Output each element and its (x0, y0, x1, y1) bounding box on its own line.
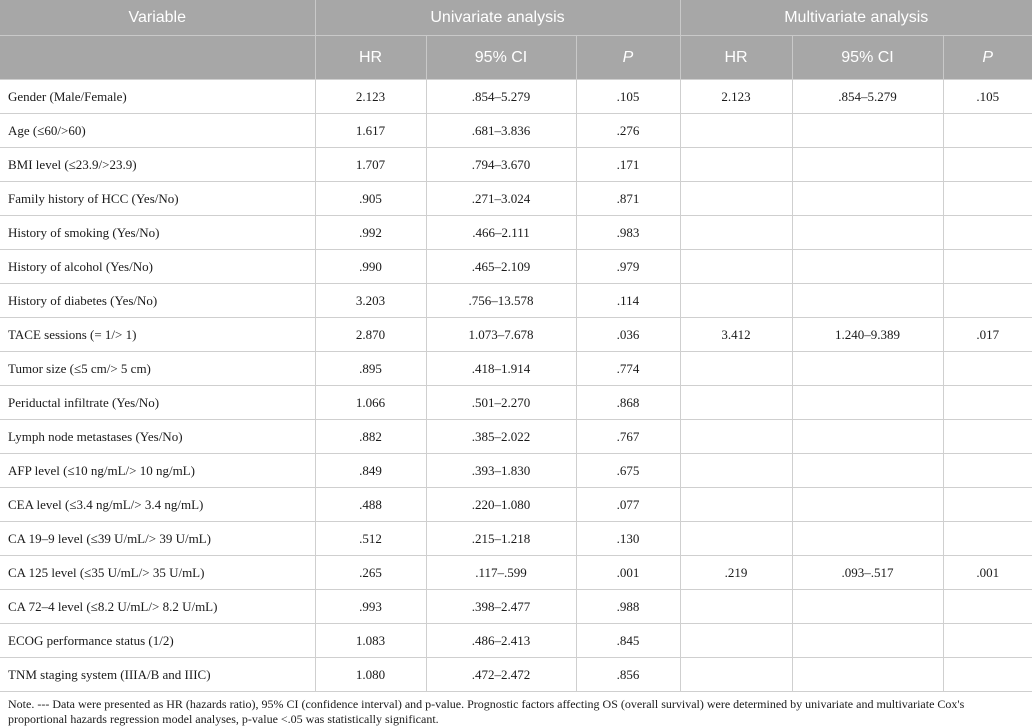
cell-multivariate-p (943, 250, 1032, 284)
cell-variable: Gender (Male/Female) (0, 80, 315, 114)
cell-univariate-ci: .681–3.836 (426, 114, 576, 148)
cell-multivariate-hr (680, 250, 792, 284)
cell-multivariate-p (943, 284, 1032, 318)
cell-univariate-p: .171 (576, 148, 680, 182)
cell-multivariate-hr (680, 386, 792, 420)
table-row (0, 590, 1032, 624)
cell-multivariate-hr: .219 (680, 556, 792, 590)
table-note-continued: proportional hazards regression model analyses, p-value <.05 was statistically significant. (8, 712, 439, 726)
table-row (0, 216, 1032, 250)
cell-variable: ECOG performance status (1/2) (0, 624, 315, 658)
cell-univariate-p: .114 (576, 284, 680, 318)
cell-variable: History of smoking (Yes/No) (0, 216, 315, 250)
cell-multivariate-p: .017 (943, 318, 1032, 352)
cell-multivariate-ci (792, 114, 943, 148)
cell-multivariate-ci (792, 216, 943, 250)
header-m-ci: 95% CI (792, 36, 943, 80)
cell-multivariate-p (943, 488, 1032, 522)
cell-multivariate-hr: 3.412 (680, 318, 792, 352)
cell-univariate-p: .675 (576, 454, 680, 488)
cell-univariate-ci: 1.073–7.678 (426, 318, 576, 352)
cell-multivariate-ci (792, 488, 943, 522)
cell-univariate-p: .001 (576, 556, 680, 590)
cell-univariate-ci: .418–1.914 (426, 352, 576, 386)
cell-univariate-ci: .465–2.109 (426, 250, 576, 284)
cell-univariate-hr: .992 (315, 216, 426, 250)
header-u-hr: HR (315, 36, 426, 80)
cell-multivariate-hr (680, 216, 792, 250)
cell-multivariate-hr (680, 624, 792, 658)
cell-univariate-ci: .215–1.218 (426, 522, 576, 556)
cell-univariate-hr: 2.123 (315, 80, 426, 114)
cell-univariate-ci: .466–2.111 (426, 216, 576, 250)
cell-univariate-ci: .393–1.830 (426, 454, 576, 488)
cell-multivariate-ci: 1.240–9.389 (792, 318, 943, 352)
cell-variable: Age (≤60/>60) (0, 114, 315, 148)
cell-univariate-ci: .117–.599 (426, 556, 576, 590)
cell-variable: History of alcohol (Yes/No) (0, 250, 315, 284)
cell-multivariate-ci (792, 352, 943, 386)
cell-univariate-ci: .854–5.279 (426, 80, 576, 114)
cell-multivariate-ci (792, 522, 943, 556)
cell-multivariate-hr (680, 488, 792, 522)
cell-multivariate-ci (792, 250, 943, 284)
cell-univariate-hr: 1.707 (315, 148, 426, 182)
table-row (0, 454, 1032, 488)
cell-univariate-hr: 1.066 (315, 386, 426, 420)
table-row (0, 114, 1032, 148)
table-header (0, 0, 1032, 80)
cell-univariate-hr: .488 (315, 488, 426, 522)
cell-multivariate-hr (680, 148, 792, 182)
cell-multivariate-ci (792, 624, 943, 658)
cell-univariate-p: .077 (576, 488, 680, 522)
cell-univariate-ci: .501–2.270 (426, 386, 576, 420)
cell-multivariate-ci (792, 590, 943, 624)
cell-univariate-ci: .486–2.413 (426, 624, 576, 658)
table-note: Note. --- Data were presented as HR (hazards ratio), 95% CI (confidence interval) and p-value. Prognostic factors affecting OS (overall survival) were determined by univariate and multivariate Cox's (8, 697, 965, 711)
cell-multivariate-ci (792, 148, 943, 182)
table-body (0, 80, 1032, 692)
header-univariate: Univariate analysis (315, 0, 680, 36)
table-row (0, 80, 1032, 114)
cell-variable: Periductal infiltrate (Yes/No) (0, 386, 315, 420)
table-row (0, 624, 1032, 658)
cell-univariate-hr: .993 (315, 590, 426, 624)
cell-multivariate-p (943, 624, 1032, 658)
header-multivariate: Multivariate analysis (680, 0, 1032, 36)
cell-univariate-p: .988 (576, 590, 680, 624)
cell-univariate-hr: .849 (315, 454, 426, 488)
cell-multivariate-ci (792, 658, 943, 692)
cell-univariate-hr: .512 (315, 522, 426, 556)
cell-variable: Tumor size (≤5 cm/> 5 cm) (0, 352, 315, 386)
header-u-p: P (576, 36, 680, 80)
cell-univariate-p: .276 (576, 114, 680, 148)
table-row (0, 352, 1032, 386)
cell-univariate-p: .036 (576, 318, 680, 352)
cell-univariate-p: .868 (576, 386, 680, 420)
cell-multivariate-p (943, 522, 1032, 556)
cell-multivariate-p (943, 386, 1032, 420)
cell-multivariate-ci (792, 420, 943, 454)
table-row (0, 250, 1032, 284)
cell-variable: CA 72–4 level (≤8.2 U/mL/> 8.2 U/mL) (0, 590, 315, 624)
cell-variable: TNM staging system (IIIA/B and IIIC) (0, 658, 315, 692)
cell-multivariate-hr (680, 590, 792, 624)
cell-multivariate-hr (680, 284, 792, 318)
cell-multivariate-hr (680, 182, 792, 216)
cell-multivariate-p (943, 658, 1032, 692)
cell-variable: History of diabetes (Yes/No) (0, 284, 315, 318)
cell-variable: CA 125 level (≤35 U/mL/> 35 U/mL) (0, 556, 315, 590)
cell-univariate-hr: 2.870 (315, 318, 426, 352)
table-row (0, 658, 1032, 692)
cell-variable: BMI level (≤23.9/>23.9) (0, 148, 315, 182)
table-row (0, 556, 1032, 590)
header-blank (0, 36, 315, 80)
cell-multivariate-p (943, 420, 1032, 454)
cell-multivariate-p (943, 216, 1032, 250)
cell-univariate-p: .130 (576, 522, 680, 556)
table-row (0, 148, 1032, 182)
cell-univariate-hr: 3.203 (315, 284, 426, 318)
cell-multivariate-hr (680, 420, 792, 454)
cell-multivariate-p (943, 182, 1032, 216)
cell-multivariate-hr (680, 114, 792, 148)
table-row (0, 386, 1032, 420)
cell-univariate-ci: .220–1.080 (426, 488, 576, 522)
cell-univariate-p: .856 (576, 658, 680, 692)
cell-univariate-hr: 1.617 (315, 114, 426, 148)
cell-multivariate-hr (680, 658, 792, 692)
cell-multivariate-ci (792, 284, 943, 318)
header-m-p: P (943, 36, 1032, 80)
cell-univariate-p: .983 (576, 216, 680, 250)
cell-multivariate-ci (792, 454, 943, 488)
cell-multivariate-p (943, 148, 1032, 182)
cell-univariate-ci: .385–2.022 (426, 420, 576, 454)
cell-multivariate-p (943, 590, 1032, 624)
cell-multivariate-ci (792, 182, 943, 216)
cell-univariate-ci: .472–2.472 (426, 658, 576, 692)
cell-multivariate-p: .001 (943, 556, 1032, 590)
table-row (0, 284, 1032, 318)
cell-univariate-ci: .756–13.578 (426, 284, 576, 318)
header-m-hr: HR (680, 36, 792, 80)
cell-univariate-p: .871 (576, 182, 680, 216)
cell-univariate-hr: 1.083 (315, 624, 426, 658)
cell-univariate-hr: .882 (315, 420, 426, 454)
cell-univariate-hr: .895 (315, 352, 426, 386)
cell-variable: Lymph node metastases (Yes/No) (0, 420, 315, 454)
cell-univariate-hr: 1.080 (315, 658, 426, 692)
cell-univariate-p: .845 (576, 624, 680, 658)
cell-univariate-p: .105 (576, 80, 680, 114)
cell-multivariate-p (943, 352, 1032, 386)
table-row (0, 182, 1032, 216)
cell-variable: CEA level (≤3.4 ng/mL/> 3.4 ng/mL) (0, 488, 315, 522)
table-row (0, 420, 1032, 454)
cell-univariate-p: .767 (576, 420, 680, 454)
cell-multivariate-ci: .854–5.279 (792, 80, 943, 114)
cell-univariate-ci: .398–2.477 (426, 590, 576, 624)
header-u-ci: 95% CI (426, 36, 576, 80)
cell-variable: TACE sessions (= 1/> 1) (0, 318, 315, 352)
cell-multivariate-hr: 2.123 (680, 80, 792, 114)
table-row (0, 488, 1032, 522)
table-row (0, 522, 1032, 556)
table-row (0, 318, 1032, 352)
cell-univariate-ci: .794–3.670 (426, 148, 576, 182)
cell-multivariate-p (943, 454, 1032, 488)
cell-univariate-hr: .990 (315, 250, 426, 284)
header-variable: Variable (0, 0, 315, 36)
cell-univariate-p: .774 (576, 352, 680, 386)
cell-variable: CA 19–9 level (≤39 U/mL/> 39 U/mL) (0, 522, 315, 556)
cell-multivariate-hr (680, 352, 792, 386)
cell-multivariate-p: .105 (943, 80, 1032, 114)
cell-multivariate-hr (680, 522, 792, 556)
cell-multivariate-p (943, 114, 1032, 148)
cell-univariate-ci: .271–3.024 (426, 182, 576, 216)
cell-univariate-hr: .905 (315, 182, 426, 216)
cell-univariate-hr: .265 (315, 556, 426, 590)
cell-univariate-p: .979 (576, 250, 680, 284)
cell-multivariate-ci: .093–.517 (792, 556, 943, 590)
cell-multivariate-ci (792, 386, 943, 420)
cell-variable: Family history of HCC (Yes/No) (0, 182, 315, 216)
cell-variable: AFP level (≤10 ng/mL/> 10 ng/mL) (0, 454, 315, 488)
cell-multivariate-hr (680, 454, 792, 488)
